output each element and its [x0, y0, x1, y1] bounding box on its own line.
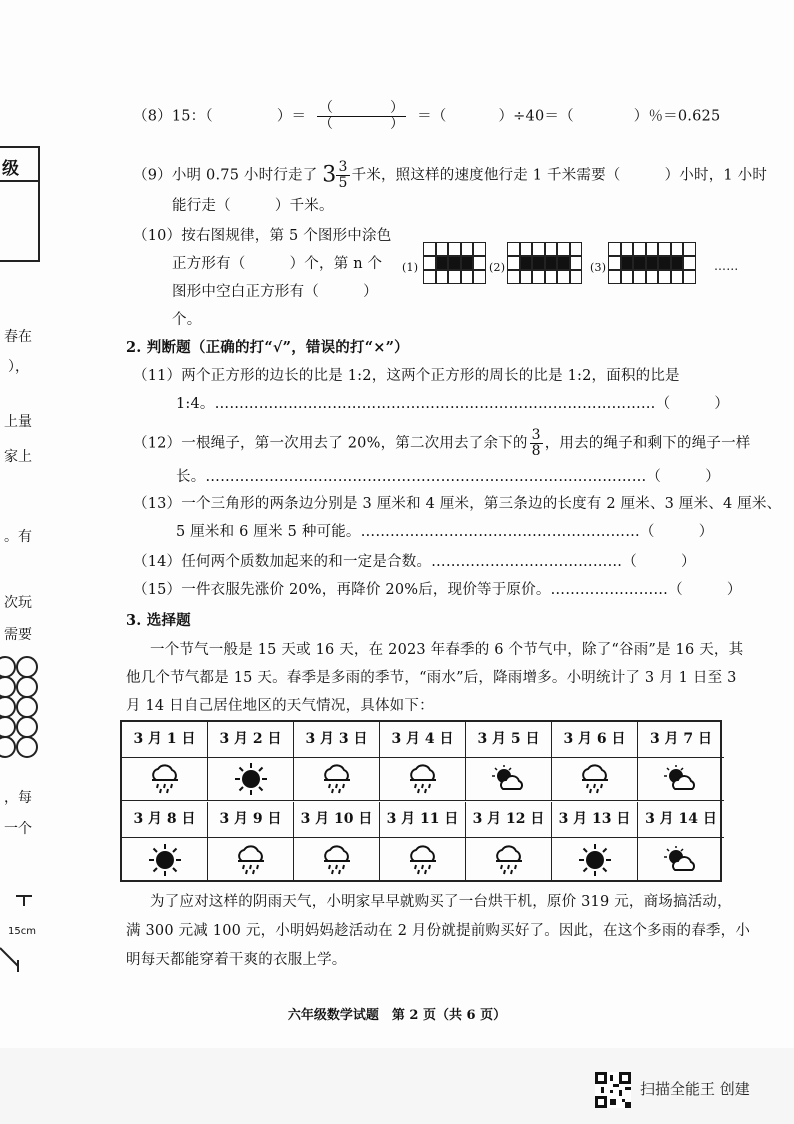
- blank-square: [545, 270, 558, 284]
- shaded-square: [448, 256, 461, 270]
- question-11-line-1: （11）两个正方形的边长的比是 1:2，这两个正方形的周长的比是 1:2，面积的比是: [133, 368, 680, 384]
- rain-cloud-icon: [380, 758, 466, 801]
- blank-square: [633, 270, 646, 284]
- blank-square: [423, 242, 436, 256]
- blank-square: [545, 242, 558, 256]
- blank-square: [671, 270, 684, 284]
- weather-date-cell: 3 月 14 日: [638, 802, 724, 838]
- shaded-square: [671, 256, 684, 270]
- question-15: （15）一件衣服先涨价 20%，再降价 20%后，现价等于原价。……………………（ ）: [133, 582, 742, 598]
- margin-fragment: 上量: [4, 414, 32, 430]
- partly-cloudy-icon: [638, 838, 724, 881]
- weather-date-cell: 3 月 13 日: [552, 802, 638, 838]
- blank-square: [608, 270, 621, 284]
- rain-cloud-icon: [380, 838, 466, 881]
- sun-icon: [552, 838, 638, 881]
- blank-square: [473, 242, 486, 256]
- blank-square: [520, 242, 533, 256]
- blank-square: [532, 270, 545, 284]
- question-10-line-3: 图形中空白正方形有（ ）: [172, 284, 378, 300]
- passage-2-line-1: 为了应对这样的阴雨天气，小明家早早就购买了一台烘干机，原价 319 元，商场搞活动，: [150, 894, 732, 910]
- question-10-line-2: 正方形有（ ）个，第 n 个: [172, 256, 383, 272]
- blank-square: [671, 242, 684, 256]
- rain-cloud-icon: [122, 758, 208, 801]
- grade-label: 级: [2, 159, 19, 179]
- weather-date-cell: 3 月 11 日: [380, 802, 466, 838]
- grade-box-divider: [0, 180, 38, 182]
- fraction-denominator: （ ）: [319, 116, 405, 132]
- shaded-square: [658, 256, 671, 270]
- blank-square: [461, 270, 474, 284]
- rain-cloud-icon: [294, 758, 380, 801]
- figure-ellipsis: ……: [714, 259, 739, 273]
- rain-cloud-icon: [552, 758, 638, 801]
- weather-date-cell: 3 月 12 日: [466, 802, 552, 838]
- figure-2-label: (2): [489, 261, 506, 274]
- blank-square: [461, 242, 474, 256]
- blank-square: [507, 256, 520, 270]
- weather-date-cell: 3 月 2 日: [208, 722, 294, 758]
- weather-date-cell: 3 月 4 日: [380, 722, 466, 758]
- shaded-square: [633, 256, 646, 270]
- weather-date-cell: 3 月 5 日: [466, 722, 552, 758]
- question-8: （8）15：（ ）＝ $\frac{( )}{( )}$ ＝（ ）÷40＝（ ）％＝0.625: [133, 100, 721, 132]
- figure-1-label: (1): [402, 261, 419, 274]
- shaded-square: [621, 256, 634, 270]
- weather-table: [120, 720, 722, 882]
- margin-fragment: 家上: [4, 449, 32, 465]
- weather-date-cell: 3 月 6 日: [552, 722, 638, 758]
- blank-square: [436, 270, 449, 284]
- blank-square: [570, 270, 583, 284]
- partly-cloudy-icon: [466, 758, 552, 801]
- passage-1-line-3: 月 14 日自己居住地区的天气情况，具体如下：: [126, 698, 434, 714]
- shaded-square: [520, 256, 533, 270]
- blank-square: [570, 242, 583, 256]
- section-3-heading: 3. 选择题: [126, 612, 191, 629]
- passage-1-line-1: 一个节气一般是 15 天或 16 天，在 2023 年春季的 6 个节气中，除了“谷雨”是 16 天，其: [150, 642, 744, 658]
- margin-fragment: ），: [8, 359, 29, 375]
- blank-square: [532, 242, 545, 256]
- question-9: （9）小明 0.75 小时行走了 3 $\frac{3}{5}$ 千米，照这样的速度他行走 1 千米需要（ ）小时，1 小时: [133, 159, 768, 191]
- blank-square: [608, 256, 621, 270]
- blank-square: [448, 242, 461, 256]
- weather-date-cell: 3 月 8 日: [122, 802, 208, 838]
- section-2-heading: 2. 判断题（正确的打“√”，错误的打“×”）: [126, 339, 409, 356]
- blank-square: [423, 270, 436, 284]
- blank-square: [507, 270, 520, 284]
- shaded-square: [646, 256, 659, 270]
- margin-fragment: 需要: [4, 627, 32, 643]
- blank-square: [646, 242, 659, 256]
- circle-pattern-figure: [0, 656, 42, 762]
- blank-square: [658, 270, 671, 284]
- weather-date-cell: 3 月 3 日: [294, 722, 380, 758]
- rain-cloud-icon: [294, 838, 380, 881]
- sun-icon: [122, 838, 208, 881]
- margin-fragment: 次玩: [4, 595, 32, 611]
- weather-date-cell: 3 月 9 日: [208, 802, 294, 838]
- weather-date-cell: 3 月 1 日: [122, 722, 208, 758]
- rain-cloud-icon: [466, 838, 552, 881]
- qr-code-icon: [595, 1072, 631, 1108]
- partly-cloudy-icon: [638, 758, 724, 801]
- question-9-line-2: 能行走（ ）千米。: [172, 198, 334, 214]
- blank-square: [473, 256, 486, 270]
- shaded-square: [532, 256, 545, 270]
- blank-square: [608, 242, 621, 256]
- blank-square: [683, 256, 696, 270]
- blank-square: [683, 270, 696, 284]
- blank-square: [646, 270, 659, 284]
- margin-fragment: ，每: [4, 790, 32, 806]
- blank-square: [570, 256, 583, 270]
- blank-square: [423, 256, 436, 270]
- weather-date-cell: 3 月 7 日: [638, 722, 724, 758]
- blank-square: [621, 270, 634, 284]
- figure-3-label: (3): [590, 261, 607, 274]
- passage-1-line-2: 他几个节气都是 15 天。春季是多雨的季节，“雨水”后，降雨增多。小明统计了 3 月 1 日至 3: [126, 670, 737, 686]
- question-12-line-2: 长。………………………………………………………………………………（ ）: [176, 469, 720, 485]
- blank-square: [520, 270, 533, 284]
- question-10-line-1: （10）按右图规律，第 5 个图形中涂色: [133, 228, 392, 244]
- blank-square: [448, 270, 461, 284]
- passage-2-line-2: 满 300 元减 100 元，小明妈妈趁活动在 2 月份就提前购买好了。因此，在这个多雨的春季，小: [126, 923, 751, 939]
- fraction-numerator: （ ）: [319, 100, 405, 116]
- shaded-square: [461, 256, 474, 270]
- blank-square: [507, 242, 520, 256]
- question-10-line-4: 个。: [172, 312, 202, 328]
- question-12-line-1: （12）一根绳子，第一次用去了 20%，第二次用去了余下的 $\frac{3}{8}$ ，用去的绳子和剩下的绳子一样: [133, 427, 751, 459]
- margin-fragment: 。有: [4, 529, 32, 545]
- margin-fragment: 一个: [4, 821, 32, 837]
- blank-square: [557, 270, 570, 284]
- margin-fragment: 春在: [4, 329, 32, 345]
- blank-square: [436, 242, 449, 256]
- blank-square: [621, 242, 634, 256]
- shaded-square: [436, 256, 449, 270]
- shaded-square: [557, 256, 570, 270]
- blank-square: [633, 242, 646, 256]
- blank-square: [683, 242, 696, 256]
- weather-date-cell: 3 月 10 日: [294, 802, 380, 838]
- blank-square: [658, 242, 671, 256]
- rain-cloud-icon: [208, 838, 294, 881]
- question-13-line-1: （13）一个三角形的两条边分别是 3 厘米和 4 厘米，第三条边的长度有 2 厘米、3 厘米、4 厘米、: [133, 496, 782, 512]
- question-14: （14）任何两个质数加起来的和一定是合数。…………………………………（ ）: [133, 554, 696, 570]
- margin-fragment: 15cm: [8, 926, 36, 937]
- blank-square: [473, 270, 486, 284]
- scanner-watermark: 扫描全能王 创建: [640, 1080, 750, 1098]
- question-13-line-2: 5 厘米和 6 厘米 5 种可能。…………………………………………………（ ）: [176, 524, 714, 540]
- shaded-square: [545, 256, 558, 270]
- sun-icon: [208, 758, 294, 801]
- question-11-line-2: 1:4。………………………………………………………………………………（ ）: [176, 396, 730, 412]
- passage-2-line-3: 明每天都能穿着干爽的衣服上学。: [126, 952, 347, 968]
- page-footer: 六年级数学试题 第 2 页（共 6 页）: [287, 1008, 507, 1023]
- blank-square: [557, 242, 570, 256]
